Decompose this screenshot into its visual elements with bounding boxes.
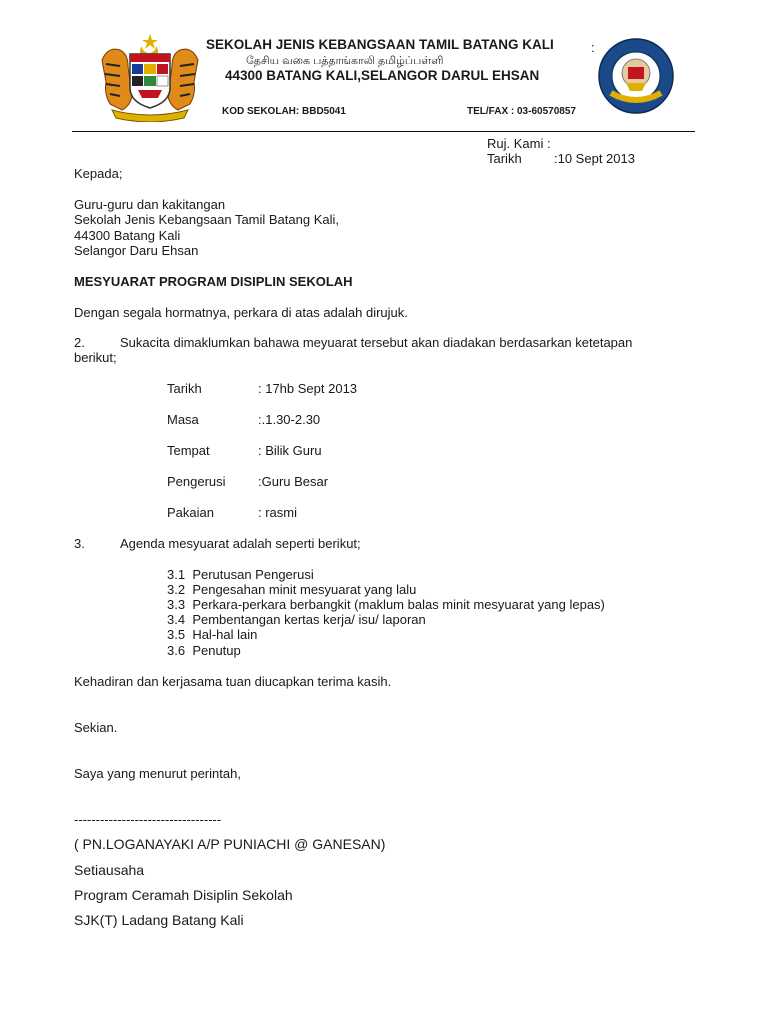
detail-label: Tarikh (167, 381, 202, 396)
sekian-line: Sekian. (74, 720, 118, 735)
kepada: Kepada; (74, 166, 123, 181)
signature-line: ---------------------------------- (74, 812, 222, 827)
para2-text: Sukacita dimaklumkan bahawa meyuarat tersebut akan diadakan berdasarkan ketetapan (120, 335, 633, 350)
detail-label: Pakaian (167, 505, 214, 520)
detail-value: : 17hb Sept 2013 (258, 381, 358, 396)
school-address: 44300 BATANG KALI,SELANGOR DARUL EHSAN (225, 68, 540, 83)
tamil-school-name: தேசிய வகை பத்தாங்காலி தமிழ்ப்பள்ளி (246, 55, 444, 67)
ref-date-label: Tarikh (487, 151, 522, 166)
tel-fax: TEL/FAX : 03-60570857 (467, 106, 576, 117)
header-divider (72, 131, 695, 132)
signatory-program: Program Ceramah Disiplin Sekolah (74, 887, 293, 903)
malaysia-crest-logo (96, 30, 204, 122)
agenda-item: 3.4 Pembentangan kertas kerja/ isu/ laporan (167, 612, 426, 627)
yours-faithfully: Saya yang menurut perintah, (74, 766, 241, 781)
letter-subject: MESYUARAT PROGRAM DISIPLIN SEKOLAH (74, 274, 353, 289)
ref-date-value: :10 Sept 2013 (554, 151, 635, 166)
detail-value: :.1.30-2.30 (258, 412, 321, 427)
agenda-item: 3.3 Perkara-perkara berbangkit (maklum balas minit mesyuarat yang lepas) (167, 597, 605, 612)
school-code: KOD SEKOLAH: BBD5041 (222, 106, 346, 117)
agenda-item: 3.2 Pengesahan minit mesyuarat yang lalu (167, 582, 417, 597)
signatory-name: ( PN.LOGANAYAKI A/P PUNIACHI @ GANESAN) (74, 836, 386, 852)
recipient-line: Sekolah Jenis Kebangsaan Tamil Batang Kali, (74, 212, 339, 227)
ref-ruj: Ruj. Kami : (487, 136, 551, 151)
detail-label: Masa (167, 412, 199, 427)
para2-number: 2. (74, 335, 85, 350)
intro-paragraph: Dengan segala hormatnya, perkara di atas adalah dirujuk. (74, 305, 408, 320)
school-seal-logo (597, 37, 675, 115)
para2-text-cont: berikut; (74, 350, 117, 365)
detail-value: :Guru Besar (258, 474, 329, 489)
detail-value: : rasmi (258, 505, 297, 520)
signatory-title: Setiausaha (74, 862, 145, 878)
recipient-line: 44300 Batang Kali (74, 228, 181, 243)
recipient-line: Selangor Daru Ehsan (74, 243, 199, 258)
thanks-line: Kehadiran dan kerjasama tuan diucapkan terima kasih. (74, 674, 392, 689)
school-name-colon: : (591, 40, 595, 55)
agenda-item: 3.6 Penutup (167, 643, 241, 658)
agenda-item: 3.5 Hal-hal lain (167, 627, 258, 642)
para3-text: Agenda mesyuarat adalah seperti berikut; (120, 536, 361, 551)
signatory-school: SJK(T) Ladang Batang Kali (74, 912, 244, 928)
agenda-item: 3.1 Perutusan Pengerusi (167, 567, 314, 582)
detail-label: Tempat (167, 443, 210, 458)
detail-label: Pengerusi (167, 474, 226, 489)
detail-value: : Bilik Guru (258, 443, 322, 458)
recipient-line: Guru-guru dan kakitangan (74, 197, 226, 212)
para3-number: 3. (74, 536, 85, 551)
school-name: SEKOLAH JENIS KEBANGSAAN TAMIL BATANG KALI (206, 37, 554, 52)
